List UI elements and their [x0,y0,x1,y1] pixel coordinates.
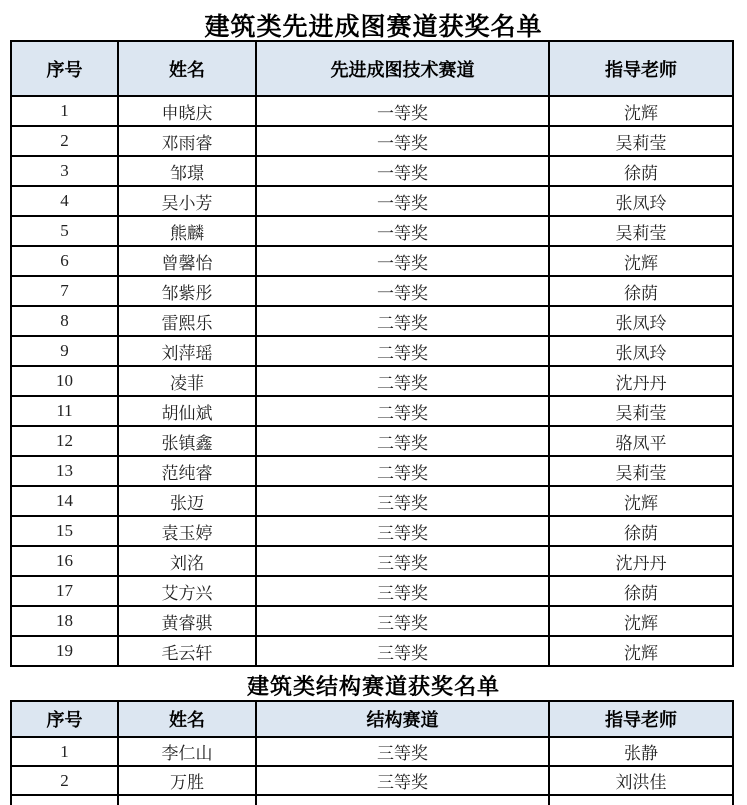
table-cell: 邓雨睿 [118,126,256,156]
column-header-track: 结构赛道 [256,701,549,737]
table-cell: 万胜 [118,766,256,795]
table-cell: 沈辉 [549,486,733,516]
table-cell: 李仁山 [118,737,256,766]
table-cell: 二等奖 [256,456,549,486]
table-cell: 三等奖 [256,546,549,576]
table-cell: 三等奖 [256,576,549,606]
table-cell: 1 [11,737,118,766]
table-row [11,426,733,456]
table-cell: 一等奖 [256,126,549,156]
table-cell: 徐荫 [549,276,733,306]
table-cell: 二等奖 [256,306,549,336]
table-row [11,336,733,366]
table-row [11,186,733,216]
table-cell: 二等奖 [256,426,549,456]
table-cell: 13 [11,456,118,486]
table-cell: 张静 [549,737,733,766]
table-cell: 16 [11,546,118,576]
table-cell: 10 [11,366,118,396]
table-row [11,276,733,306]
table-cell: 4 [11,186,118,216]
page-title-advanced-drawing: 建筑类先进成图赛道获奖名单 [204,13,543,41]
column-header-index: 序号 [11,41,118,96]
table-cell: 19 [11,636,118,666]
table-cell: 二等奖 [256,336,549,366]
table-row [11,606,733,636]
table-cell: 吴莉莹 [549,456,733,486]
table-cell: 一等奖 [256,96,549,126]
table-cell: 3 [11,156,118,186]
table-cell: 7 [11,276,118,306]
table-cell: 刘洺 [118,546,256,576]
table-cell: 14 [11,486,118,516]
table-cell: 三等奖 [256,486,549,516]
table-cell: 三等奖 [256,737,549,766]
table-cell: 17 [11,576,118,606]
table-cell: 吴莉莹 [549,126,733,156]
table-cell: 范纯睿 [118,456,256,486]
table-row [11,795,733,805]
table-cell: 刘洪佳 [549,766,733,795]
table-cell: 骆凤平 [549,426,733,456]
column-header-name: 姓名 [118,41,256,96]
table-cell: 二等奖 [256,366,549,396]
table-cell: 沈丹丹 [549,366,733,396]
cutoff-partial-row [11,795,733,805]
table-cell: 一等奖 [256,216,549,246]
table-cell: 申晓庆 [118,96,256,126]
table-cell: 张凤玲 [549,186,733,216]
table-cell: 二等奖 [256,396,549,426]
table-cell: 凌菲 [118,366,256,396]
table-cell: 2 [11,126,118,156]
table-cell: 沈辉 [549,96,733,126]
table-cell: 徐荫 [549,516,733,546]
table-row [11,546,733,576]
table-row [11,766,733,795]
table-cell: 8 [11,306,118,336]
table-cell: 12 [11,426,118,456]
table-cell: 艾方兴 [118,576,256,606]
table-header-row [11,701,733,737]
table-cell: 一等奖 [256,276,549,306]
column-header-index: 序号 [11,701,118,737]
table-row [11,306,733,336]
table-row [11,737,733,766]
table-cell: 黄睿骐 [118,606,256,636]
table-cell: 熊麟 [118,216,256,246]
table-cell: 18 [11,606,118,636]
column-header-teacher: 指导老师 [549,41,733,96]
table-body [11,96,733,666]
table-cell: 吴莉莹 [549,396,733,426]
table-cell: 邹璟 [118,156,256,186]
table-cell: 雷熙乐 [118,306,256,336]
table-cell: 张凤玲 [549,306,733,336]
table-row [11,216,733,246]
table-cell: 一等奖 [256,246,549,276]
table-cell: 11 [11,396,118,426]
table-cell: 沈辉 [549,246,733,276]
table-cell: 徐荫 [549,576,733,606]
table-cell: 张迈 [118,486,256,516]
table-cell: 沈辉 [549,636,733,666]
table-cell: 徐荫 [549,156,733,186]
table-row [11,126,733,156]
table-row [11,486,733,516]
structure-award-table [10,700,734,805]
table-cell: 9 [11,336,118,366]
column-header-track: 先进成图技术赛道 [256,41,549,96]
table-cell: 一等奖 [256,186,549,216]
table-cell: 曾馨怡 [118,246,256,276]
table-cell: 2 [11,766,118,795]
table-cell: 三等奖 [256,606,549,636]
table-cell: 三等奖 [256,636,549,666]
table-cell [11,795,118,805]
table-row [11,516,733,546]
table-row [11,246,733,276]
table-cell: 15 [11,516,118,546]
table-cell: 毛云轩 [118,636,256,666]
table-row [11,456,733,486]
advanced-drawing-award-table [10,40,734,667]
table-cell: 三等奖 [256,516,549,546]
column-header-teacher: 指导老师 [549,701,733,737]
table-cell: 胡仙斌 [118,396,256,426]
table-body [11,737,733,795]
table-row [11,636,733,666]
table-cell: 沈辉 [549,606,733,636]
table-cell [549,795,733,805]
table-cell [118,795,256,805]
table-header-row [11,41,733,96]
page-title-structure: 建筑类结构赛道获奖名单 [246,674,500,699]
table-row [11,156,733,186]
table-cell: 一等奖 [256,156,549,186]
table-cell: 邹紫彤 [118,276,256,306]
table-cell: 三等奖 [256,766,549,795]
table-cell: 6 [11,246,118,276]
table-cell: 吴小芳 [118,186,256,216]
table-cell [256,795,549,805]
table-cell: 沈丹丹 [549,546,733,576]
table-cell: 袁玉婷 [118,516,256,546]
table-cell: 张凤玲 [549,336,733,366]
column-header-name: 姓名 [118,701,256,737]
table-cell: 吴莉莹 [549,216,733,246]
table-cell: 张镇鑫 [118,426,256,456]
table-row [11,576,733,606]
table-cell: 刘萍瑶 [118,336,256,366]
table-row [11,396,733,426]
table-cell: 5 [11,216,118,246]
table-row [11,366,733,396]
table-cell: 1 [11,96,118,126]
table-row [11,96,733,126]
